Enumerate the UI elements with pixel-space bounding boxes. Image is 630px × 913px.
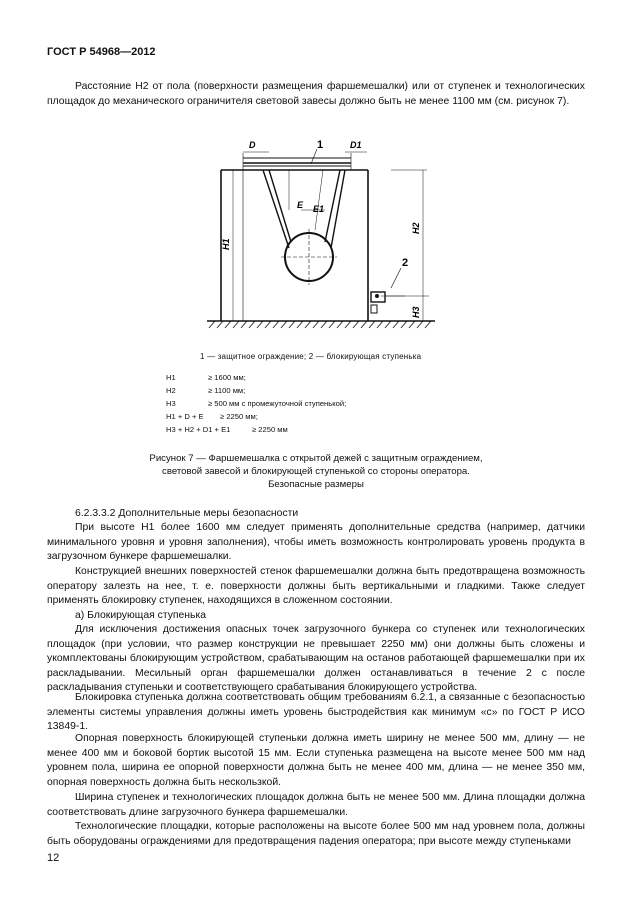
section-title: 6.2.3.3.2 Дополнительные меры безопасности [75,508,299,519]
condition-rel: ≥ 500 мм с промежуточной ступенькой; [208,399,347,408]
label-d1: D1 [350,140,362,150]
paragraph: а) Блокирующая ступенька [75,610,207,621]
condition-row [166,424,288,437]
condition-var: H3 [166,399,176,408]
condition-rel: ≥ 2250 мм; [220,412,258,421]
paragraph: Ширина ступенек и технологических площадок должна быть не менее 500 мм. Длина площадки должна соответствовать длине загрузочного бункера фаршемешалки. [47,792,585,818]
label-n2: 2 [402,257,409,269]
figure-7-diagram [205,139,445,340]
condition-var: H1 [166,373,176,382]
label-d: D [249,140,256,150]
paragraph: Для исключения достижения опасных точек загрузочного бункера со ступенек или технологических площадок (при условии, что размер конструкции не превышает 2250 мм) они должны быть сложены и укомплектованы блокирующим устройством, срабатывающим на останов работающей фаршемешалки при их раскладывании. Месильный орган фаршемешалки должен останавливаться в течение 2 с после раскладывания ступеньки и соответствующего срабатывания блокирующего устройства. [47,624,585,694]
condition-rel: ≥ 2250 мм [252,425,288,434]
paragraph: Конструкцией внешних поверхностей стенок фаршемешалки должна быть предотвращена возможность оператору залезть на нее, т. е. поверхности должны быть вертикальными и гладкими. Также следует применять блокировку ступенек, находящихся в сложенном состоянии. [47,566,585,607]
label-n1: 1 [317,139,324,151]
figure-legend: 1 — защитное ограждение; 2 — блокирующая ступенька [200,352,422,361]
caption-line: световой завесой и блокирующей ступенькой со стороны оператора. [162,466,470,477]
label-e: E [297,200,304,210]
condition-row [166,411,258,424]
condition-row [166,385,245,398]
condition-rel: ≥ 1100 мм; [208,386,246,395]
paragraph: Технологические площадки, которые расположены на высоте более 500 мм над уровнем пола, должны быть оборудованы ограждениями для предотвращения падения оператора; при высоте между ступеньками [47,821,585,847]
caption-line: Безопасные размеры [268,479,364,490]
condition-rel: ≥ 1600 мм; [208,373,246,382]
paragraph: Блокировка ступенька должна соответствовать общим требованиям 6.2.1, а связанные с безопасностью элементы системы управления должны иметь уровень быстродействия как минимум «с» по ГОСТ Р ИСО 13849-1. [47,692,585,733]
label-h1: H1 [221,238,231,250]
caption-line: Рисунок 7 — Фаршемешалка с открытой дежей с защитным ограждением, [149,453,483,464]
label-h2: H2 [411,222,421,234]
intro-paragraph: Расстояние H2 от пола (поверхности размещения фаршемешалки) или от ступенек и технологических площадок до механического ограничителя световой завесы должно быть не менее 1100 мм (см. рисунок 7). [47,81,585,107]
document-header: ГОСТ Р 54968—2012 [47,46,156,58]
page-number: 12 [47,852,60,864]
figure-caption [47,452,585,491]
condition-var: H3 + H2 + D1 + E1 [166,425,231,434]
condition-row [166,372,246,385]
label-h3: H3 [411,306,421,318]
condition-var: H2 [166,386,176,395]
paragraph: Опорная поверхность блокирующей ступеньки должна иметь ширину не менее 500 мм, длину — не менее 400 мм и боковой бортик высотой 15 мм. Если ступенька размещена на высоте менее 500 мм над уровнем пола, ширина ее опорной поверхности должна быть не менее 400 мм, длина — не менее 350 мм, опорная поверхность должна быть нескользкой. [47,733,585,788]
condition-row [166,398,346,411]
paragraph: При высоте H1 более 1600 мм следует применять дополнительные средства (например, датчики минимального уровня и уровня заполнения), чтобы иметь возможность контролировать уровень продукта в загрузочном бункере фаршемешалки. [47,522,585,563]
condition-var: H1 + D + E [166,412,204,421]
label-e1: E1 [313,204,325,214]
